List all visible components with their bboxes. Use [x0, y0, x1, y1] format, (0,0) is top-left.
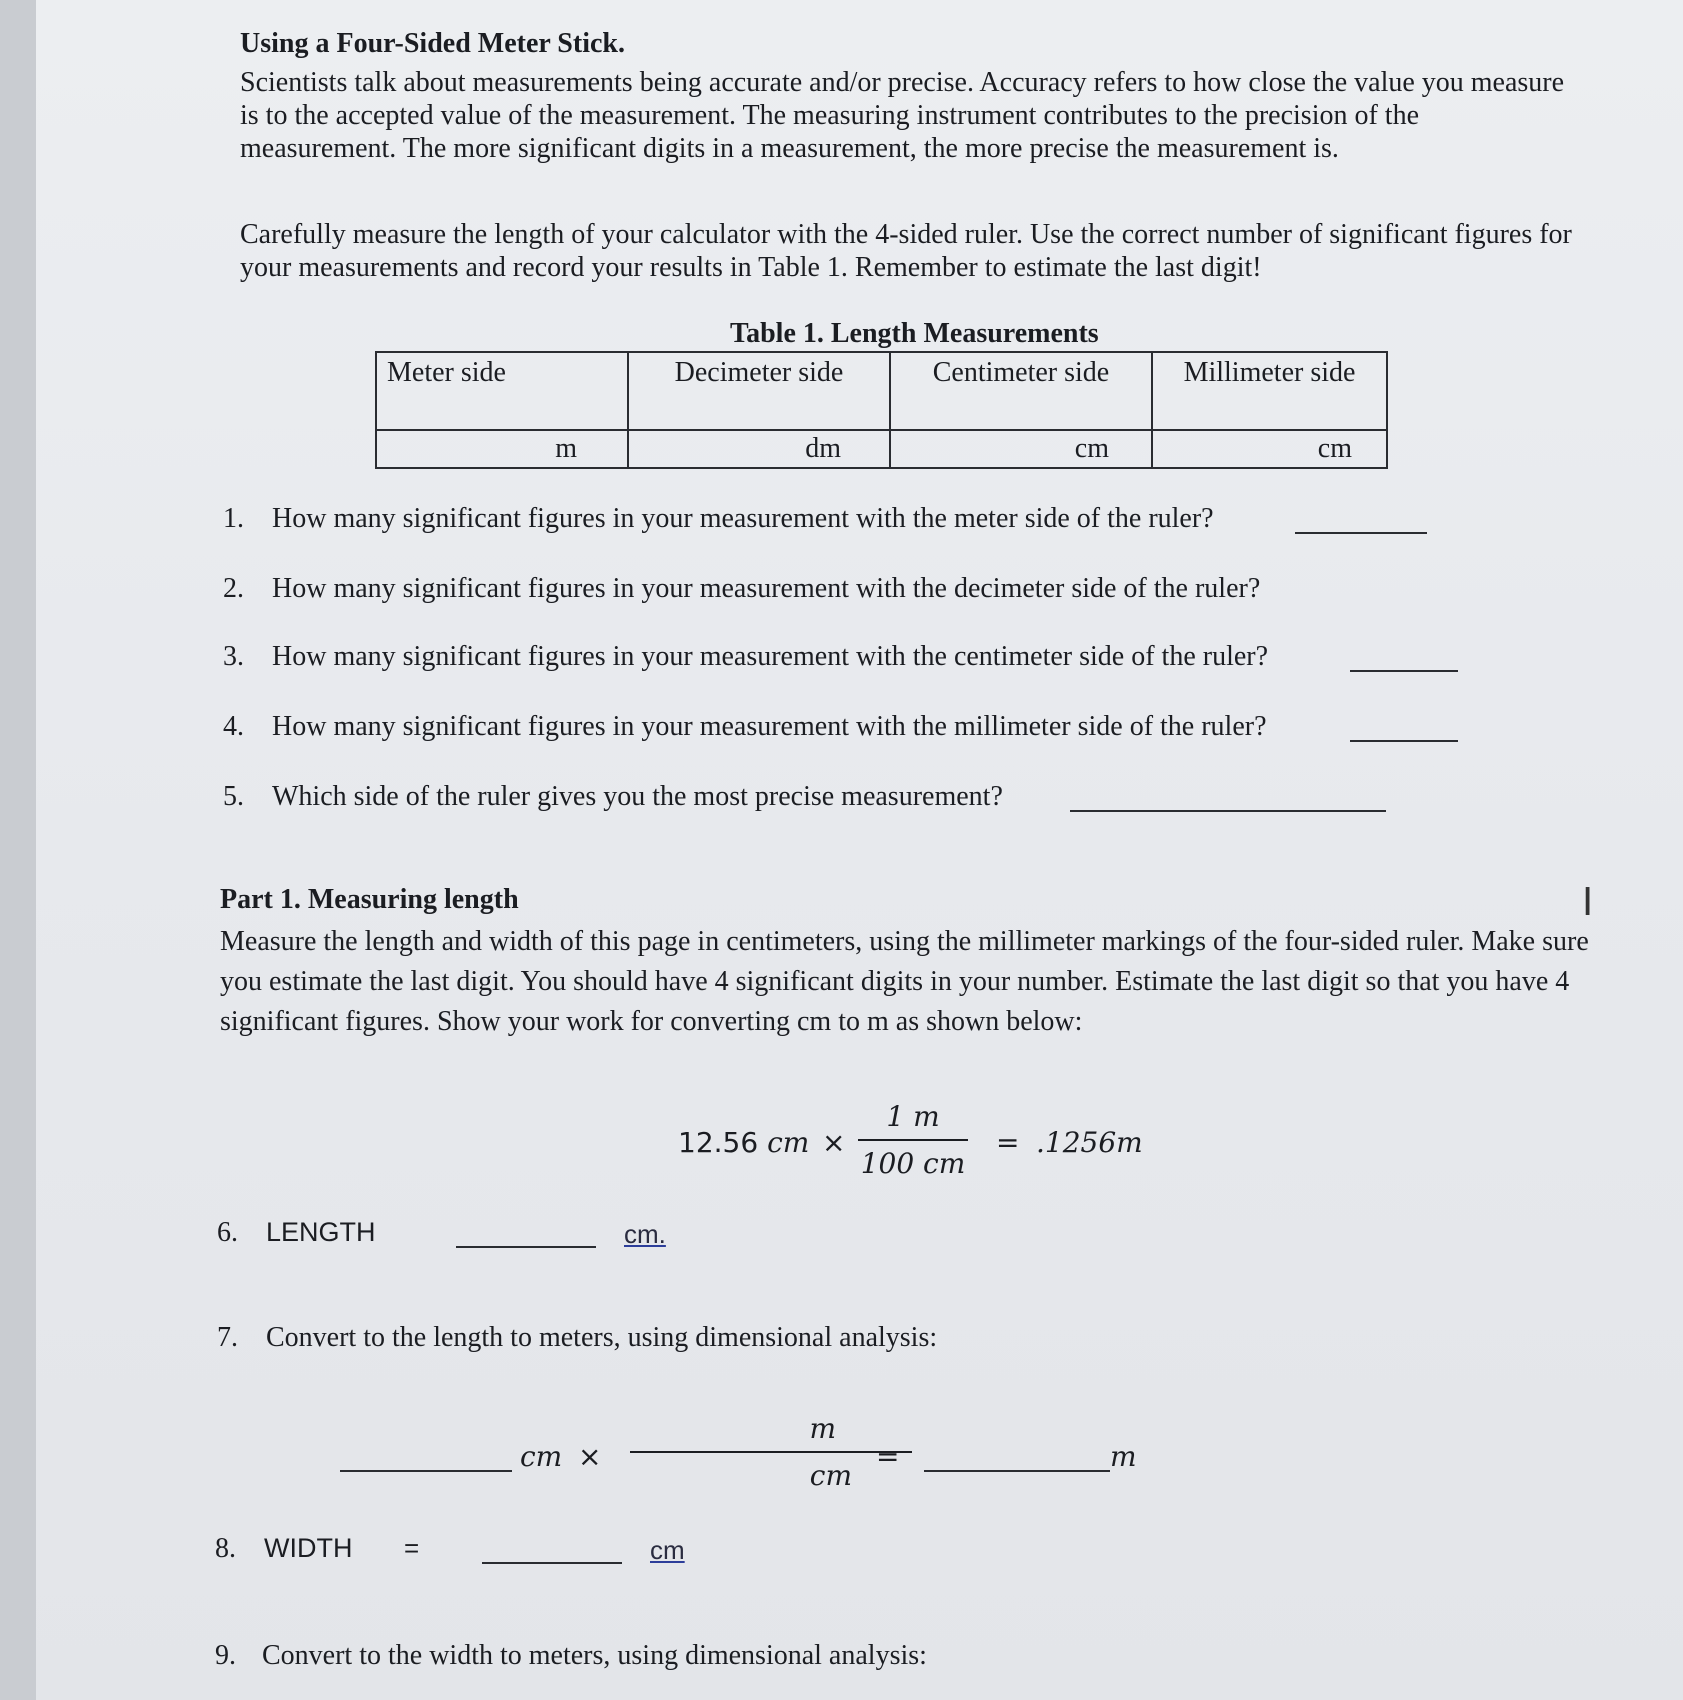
length-meters-blank[interactable]: [924, 1470, 1110, 1472]
equals-symbol: =: [876, 1440, 900, 1473]
part1-title: Part 1. Measuring length: [220, 884, 519, 915]
length-cm-blank[interactable]: [340, 1470, 512, 1472]
question-text: Convert to the length to meters, using dimensional analysis:: [266, 1322, 938, 1353]
header-meter-side: Meter side: [376, 352, 628, 430]
centimeter-side-cell[interactable]: cm: [890, 430, 1152, 468]
question-text: How many significant figures in your measurement with the decimeter side of the ruler?: [272, 573, 1261, 604]
conversion-fraction: [630, 1412, 912, 1492]
part1-instructions: Measure the length and width of this page in centimeters, using the millimeter markings of the four-sided ruler. Make sure you estimate the last digit. You should have 4 significant digits in your number. Estimate the last digit so that you have 4 significant figures. Show your work for converting cm to m as shown below:: [220, 926, 1589, 1037]
question-number: 9.: [215, 1640, 236, 1671]
question-number: 5.: [223, 781, 244, 812]
length-label: LENGTH: [266, 1217, 376, 1247]
question-number: 7.: [217, 1322, 238, 1353]
meter-side-cell[interactable]: m: [376, 430, 628, 468]
width-label: WIDTH: [264, 1533, 353, 1563]
question-text: How many significant figures in your measurement with the millimeter side of the ruler?: [272, 711, 1267, 742]
question-text: How many significant figures in your measurement with the centimeter side of the ruler?: [272, 641, 1269, 672]
example-value: 12.56 cm: [678, 1126, 810, 1159]
cm-unit: cm: [520, 1440, 563, 1473]
header-decimeter-side: Decimeter side: [628, 352, 890, 430]
length-answer-blank[interactable]: [456, 1246, 596, 1248]
question-text: How many significant figures in your measurement with the meter side of the ruler?: [272, 503, 1214, 534]
page-title: Using a Four-Sided Meter Stick.: [240, 28, 625, 59]
question-text: Which side of the ruler gives you the most precise measurement?: [272, 781, 1003, 812]
header-centimeter-side: Centimeter side: [890, 352, 1152, 430]
width-unit: cm: [650, 1535, 685, 1565]
decimeter-side-cell[interactable]: dm: [628, 430, 890, 468]
meters-unit: m: [1110, 1440, 1137, 1473]
example-result: .1256m: [1036, 1126, 1143, 1159]
fraction-bar[interactable]: [630, 1451, 912, 1453]
times-symbol: ×: [822, 1126, 846, 1159]
fraction-numerator: m: [809, 1412, 836, 1445]
conversion-fraction: [858, 1100, 968, 1180]
fraction-bar: [858, 1139, 968, 1141]
width-answer-blank[interactable]: [482, 1562, 622, 1564]
times-symbol: ×: [578, 1440, 602, 1473]
equals-symbol: =: [404, 1533, 420, 1563]
text-cursor-icon: I: [1582, 880, 1594, 924]
fraction-denominator: 100 cm: [860, 1147, 966, 1180]
question-number: 1.: [223, 503, 244, 534]
header-millimeter-side: Millimeter side: [1152, 352, 1387, 430]
fraction-numerator: 1 m: [886, 1100, 940, 1133]
millimeter-side-cell[interactable]: cm: [1152, 430, 1387, 468]
question-number: 6.: [217, 1217, 238, 1248]
instructions-paragraph: Carefully measure the length of your calculator with the 4-sided ruler. Use the correct number of significant figures for your measurements and record your results in Table 1. Remember to estimate the last digit!: [240, 219, 1572, 283]
question-text: Convert to the width to meters, using dimensional analysis:: [262, 1640, 927, 1671]
question-number: 2.: [223, 573, 244, 604]
answer-blank-4[interactable]: [1350, 740, 1458, 742]
answer-blank-1[interactable]: [1295, 532, 1427, 534]
equals-symbol: =: [996, 1126, 1020, 1159]
intro-paragraph: Scientists talk about measurements being accurate and/or precise. Accuracy refers to how close the value you measure is to the accepted value of the measurement. The measuring instrument contributes to the precision of the measurement. The more significant digits in a measurement, the more precise the measurement is.: [240, 67, 1565, 164]
question-number: 3.: [223, 641, 244, 672]
question-number: 8.: [215, 1533, 236, 1564]
fraction-denominator: cm: [809, 1459, 852, 1492]
answer-blank-5[interactable]: [1070, 810, 1386, 812]
length-unit: cm.: [624, 1219, 666, 1249]
question-number: 4.: [223, 711, 244, 742]
length-measurements-table: [375, 351, 1388, 469]
answer-blank-3[interactable]: [1350, 670, 1458, 672]
table-caption: Table 1. Length Measurements: [730, 318, 1099, 349]
